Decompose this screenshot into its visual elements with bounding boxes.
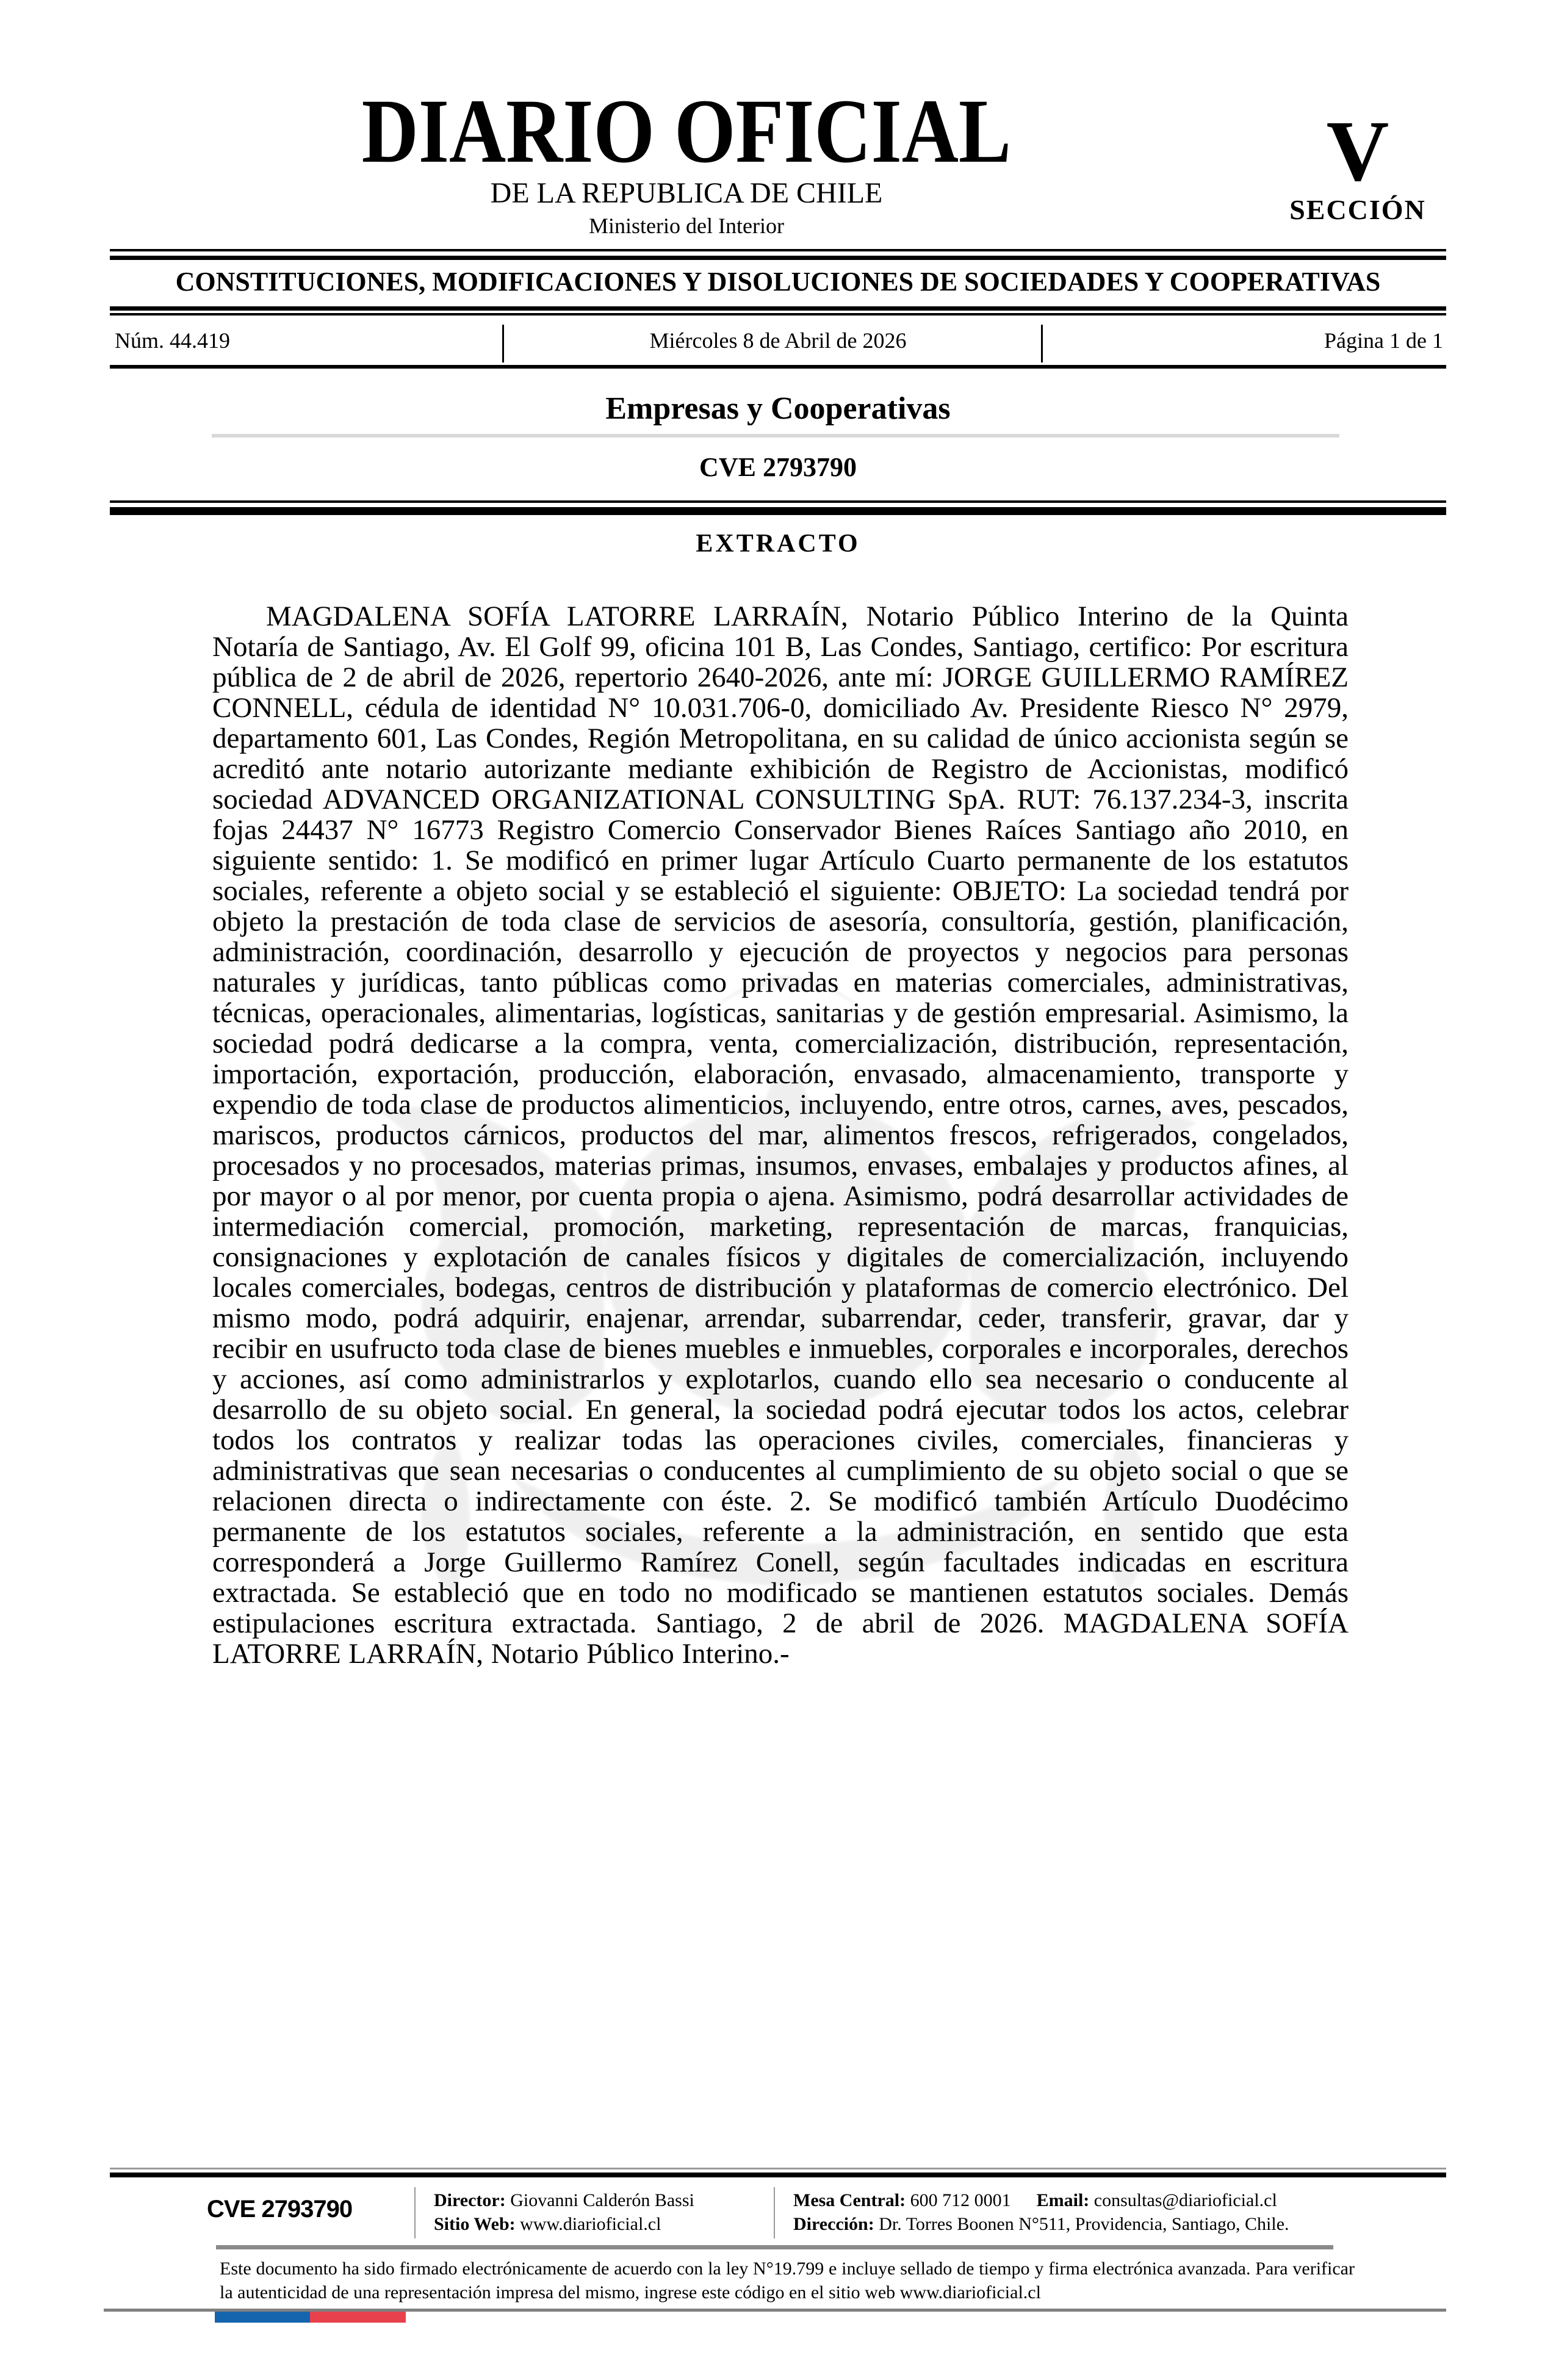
address-value: Dr. Torres Boonen N°511, Providencia, Santiago, Chile. <box>879 2214 1289 2234</box>
rule-banner-thin <box>110 313 1446 316</box>
rule-banner-thick <box>110 306 1446 311</box>
issue-page: Página 1 de 1 <box>1324 328 1443 353</box>
email-value: consultas@diarioficial.cl <box>1093 2190 1277 2210</box>
footer-rule-top-thin <box>110 2168 1446 2169</box>
footer-cve: CVE 2793790 <box>207 2196 353 2223</box>
director-value: Giovanni Calderón Bassi <box>510 2190 694 2210</box>
rule-top-thick <box>110 256 1446 260</box>
rule-cve-thick <box>110 507 1446 515</box>
footer-contact-column <box>793 2188 1289 2236</box>
phone-value: 600 712 0001 <box>910 2190 1011 2210</box>
masthead-subtitle: DE LA REPUBLICA DE CHILE <box>490 177 883 209</box>
page-title: DIARIO OFICIAL <box>361 81 1012 182</box>
section-heading-rule <box>212 434 1339 438</box>
flag-blue-bar <box>215 2312 310 2323</box>
footer-director-column <box>434 2188 694 2236</box>
masthead-ministry: Ministerio del Interior <box>589 214 784 238</box>
section-badge <box>1278 103 1438 225</box>
website-value: www.diarioficial.cl <box>520 2214 661 2234</box>
notice-body: MAGDALENA SOFÍA LATORRE LARRAÍN, Notario Público Interino de la Quinta Notaría de Santiago, Av. El Golf 99, oficina 101 B, Las Condes, Santiago, certifico: Por escritura pública de 2 de abril de 2026, repertorio 2640-2026, ante mí: JORGE GUILLERMO RAMÍREZ CONNELL, cédula de identidad N° 10.031.706-0, domiciliado Av. Presidente Riesco N° 2979, departamento 601, Las Condes, Región Metropolitana, en su calidad de único accionista según se acreditó ante notario autorizante mediante exhibición de Registro de Accionistas, modificó sociedad ADVANCED ORGANIZATIONAL CONSULTING SpA. RUT: 76.137.234-3, inscrita fojas 24437 N° 16773 Registro Comercio Conservador Bienes Raíces Santiago año 2010, en siguiente sentido: 1. Se modificó en primer lugar Artículo Cuarto permanente de los estatutos sociales, referente a objeto social y se estableció el siguiente: OBJETO: La sociedad tendrá por objeto la prestación de toda clase de servicios de asesoría, consultoría, gestión, planificación, administración, coordinación, desarrollo y ejecución de proyectos y negocios para personas naturales y jurídicas, tanto públicas como privadas en materias comerciales, administrativas, técnicas, operacionales, alimentarias, logísticas, sanitarias y de gestión empresarial. Asimismo, la sociedad podrá dedicarse a la compra, venta, comercialización, distribución, representación, importación, exportación, producción, elaboración, envasado, almacenamiento, transporte y expendio de toda clase de productos alimenticios, incluyendo, entre otros, carnes, aves, pescados, mariscos, productos cárnicos, productos del mar, alimentos frescos, refrigerados, congelados, procesados y no procesados, materias primas, insumos, envases, embalajes y productos afines, al por mayor o al por menor, por cuenta propia o ajena. Asimismo, podrá desarrollar actividades de intermediación comercial, promoción, marketing, representación de marcas, franquicias, consignaciones y explotación de canales físicos y digitales de comercialización, incluyendo locales comerciales, bodegas, centros de distribución y plataformas de comercio electrónico. Del mismo modo, podrá adquirir, enajenar, arrendar, subarrendar, ceder, transferir, gravar, dar y recibir en usufructo toda clase de bienes muebles e inmuebles, corporales e incorporales, derechos y acciones, así como administrarlos y explotarlos, cuando ello sea necesario o conducente al desarrollo de su objeto social. En general, la sociedad podrá ejecutar todos los actos, celebrar todos los contratos y realizar todas las operaciones civiles, comerciales, financieras y administrativas que sean necesarias o conducentes al cumplimiento de su objeto social o que se relacionen directa o indirectamente con éste. 2. Se modificó también Artículo Duodécimo permanente de los estatutos sociales, referente a la administración, en sentido que esta corresponderá a Jorge Guillermo Ramírez Conell, según facultades indicadas en escritura extractada. Se estableció que en todo no modificado se mantienen estatutos sociales. Demás estipulaciones escritura extractada. Santiago, 2 de abril de 2026. MAGDALENA SOFÍA LATORRE LARRAÍN, Notario Público Interino.- <box>212 600 1349 1670</box>
director-label: Director: <box>434 2190 506 2210</box>
section-heading: Empresas y Cooperativas <box>605 391 951 426</box>
issue-number: Núm. 44.419 <box>115 328 230 353</box>
footer-director-line <box>434 2188 694 2212</box>
section-label: SECCIÓN <box>1289 194 1426 225</box>
rule-top-thin <box>110 249 1446 251</box>
footer-divider-gray <box>216 2245 1333 2249</box>
footer-rule-top-thick <box>110 2173 1446 2177</box>
footer-separator-2 <box>774 2187 775 2238</box>
rule-cve-thin <box>110 500 1446 503</box>
footer-address-line <box>793 2212 1289 2236</box>
footer-website-line <box>434 2212 694 2236</box>
footer-separator-1 <box>414 2187 416 2238</box>
issue-separator-right <box>1041 325 1043 362</box>
extract-heading: EXTRACTO <box>696 530 860 558</box>
website-label: Sitio Web: <box>434 2214 516 2234</box>
email-label: Email: <box>1036 2190 1090 2210</box>
legal-text: Este documento ha sido firmado electrónicamente de acuerdo con la ley N°19.799 e incluye sellado de tiempo y firma electrónica avanzada. Para verificar la autenticidad de una representación impresa del mismo, ingrese este código en el sitio web www.diarioficial.cl <box>220 2259 1355 2302</box>
phone-label: Mesa Central: <box>793 2190 906 2210</box>
issue-separator-left <box>502 325 504 362</box>
section-number: V <box>1326 103 1389 199</box>
rule-issue-bottom <box>110 365 1446 369</box>
issue-date: Miércoles 8 de Abril de 2026 <box>649 328 907 353</box>
cve-number: CVE 2793790 <box>699 452 857 482</box>
address-label: Dirección: <box>793 2214 874 2234</box>
banner-title: CONSTITUCIONES, MODIFICACIONES Y DISOLUCIONES DE SOCIEDADES Y COOPERATIVAS <box>175 267 1381 297</box>
footer-phone-email-line <box>793 2188 1289 2212</box>
flag-red-bar <box>310 2312 406 2323</box>
